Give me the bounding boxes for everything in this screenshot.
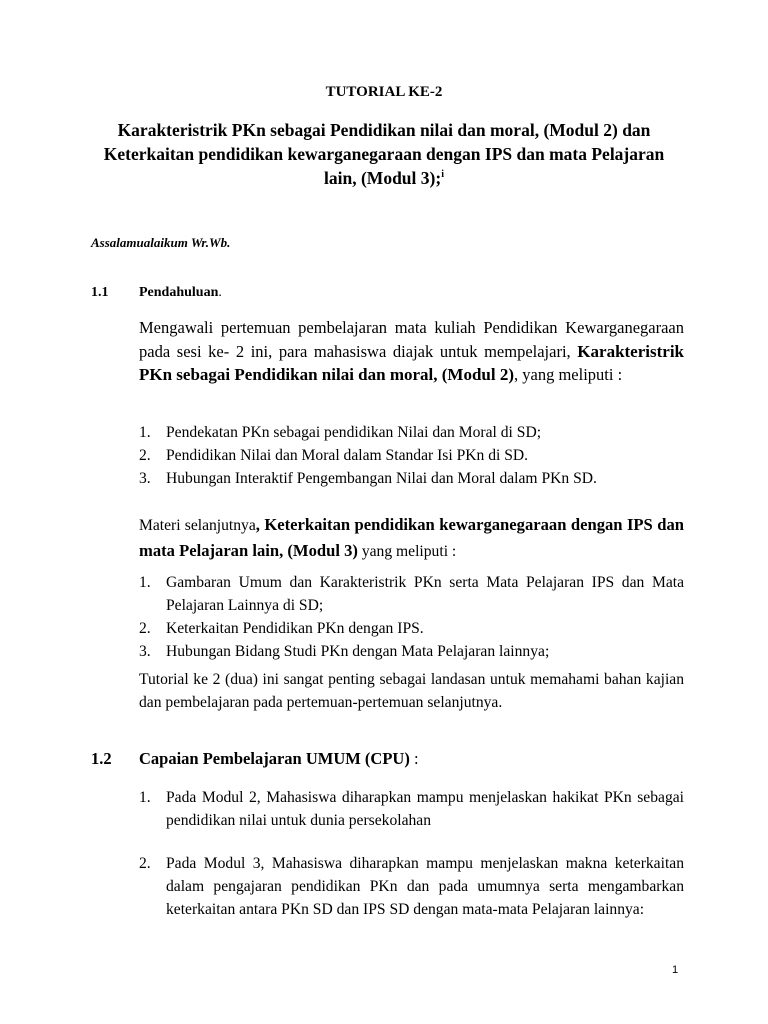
list-item-number: 1. [139, 789, 151, 806]
list-item [139, 617, 684, 640]
intro-text-after: , yang meliputi : [514, 365, 623, 384]
list-item [139, 444, 684, 467]
section-1-2-number: 1.2 [91, 749, 112, 768]
list-item-text: Gambaran Umum dan Karakteristrik PKn serta Mata Pelajaran IPS dan Mata Pelajaran Lainnya di SD; [166, 574, 684, 614]
closing-paragraph: Tutorial ke 2 (dua) ini sangat penting sebagai landasan untuk memahami bahan kajian dan pembelajaran pada pertemuan-pertemuan selanjutnya. [139, 671, 684, 711]
document-title [100, 118, 668, 190]
list-item-number: 2. [139, 855, 151, 872]
cpu-list [139, 786, 684, 941]
list-item-text: Hubungan Bidang Studi PKn dengan Mata Pelajaran lainnya; [166, 643, 550, 660]
materi-text-before: Materi selanjutnya [139, 517, 256, 534]
intro-text-before: Mengawali pertemuan pembelajaran mata kuliah Pendidikan Kewarganegaraan pada sesi ke- 2 ini, para mahasiswa diajak untuk mempelajari, [139, 318, 684, 361]
section-1-2-title-text: Capaian Pembelajaran UMUM (CPU) [139, 749, 410, 768]
greeting: Assalamualaikum Wr.Wb. [91, 235, 231, 250]
materi-text-after: yang meliputi : [357, 542, 457, 560]
intro-paragraph [139, 316, 684, 387]
list-item-text: Keterkaitan Pendidikan PKn dengan IPS. [166, 620, 424, 637]
list-item-number: 3. [139, 470, 151, 487]
section-1-1-number: 1.1 [91, 285, 109, 300]
list-item-text: Pada Modul 3, Mahasiswa diharapkan mampu menjelaskan makna keterkaitan dalam pengajaran pendidikan PKn dan pada umumnya serta mengambarkan keterkaitan antara PKn SD dan IPS SD dengan mata-mata Pelajaran lainnya: [166, 855, 684, 918]
modul-2-list [139, 421, 684, 490]
tutorial-label: TUTORIAL KE-2 [325, 84, 443, 100]
materi-paragraph [139, 513, 684, 564]
materi-text-bold: , Keterkaitan pendidikan kewarganegaraan dengan IPS dan mata Pelajaran lain, (Modul 3) [139, 515, 684, 560]
section-1-1-title [139, 285, 222, 301]
list-item [139, 571, 684, 617]
page-number: 1 [672, 964, 679, 976]
list-item-text: Hubungan Interaktif Pengembangan Nilai dan Moral dalam PKn SD. [166, 470, 597, 487]
section-1-1-title-suffix: . [218, 285, 222, 300]
list-item-text: Pendekatan PKn sebagai pendidikan Nilai dan Moral di SD; [166, 424, 542, 441]
list-item-number: 1. [139, 424, 151, 441]
list-item-text: Pada Modul 2, Mahasiswa diharapkan mampu menjelaskan hakikat PKn sebagai pendidikan nilai untuk dunia persekolahan [166, 789, 684, 829]
list-item [139, 421, 684, 444]
footnote-marker: i [441, 169, 444, 181]
modul-3-list [139, 571, 684, 663]
list-item [139, 640, 684, 663]
list-item-text: Pendidikan Nilai dan Moral dalam Standar Isi PKn di SD. [166, 447, 529, 464]
section-1-1-title-text: Pendahuluan [139, 285, 219, 300]
list-item [139, 786, 684, 832]
section-1-2-title [139, 749, 419, 769]
document-title-text: Karakteristrik PKn sebagai Pendidikan nilai dan moral, (Modul 2) dan Keterkaitan pendidikan kewarganegaraan dengan IPS dan mata Pelajaran lain, (Modul 3); [103, 120, 665, 188]
list-item [139, 852, 684, 921]
list-item-number: 3. [139, 643, 151, 660]
list-item-number: 2. [139, 447, 151, 464]
list-item-number: 1. [139, 574, 151, 591]
list-item-number: 2. [139, 620, 151, 637]
section-1-2-title-suffix: : [409, 749, 419, 768]
intro-text-bold: Karakteristrik PKn sebagai Pendidikan nilai dan moral, (Modul 2) [139, 341, 684, 384]
list-item [139, 467, 684, 490]
